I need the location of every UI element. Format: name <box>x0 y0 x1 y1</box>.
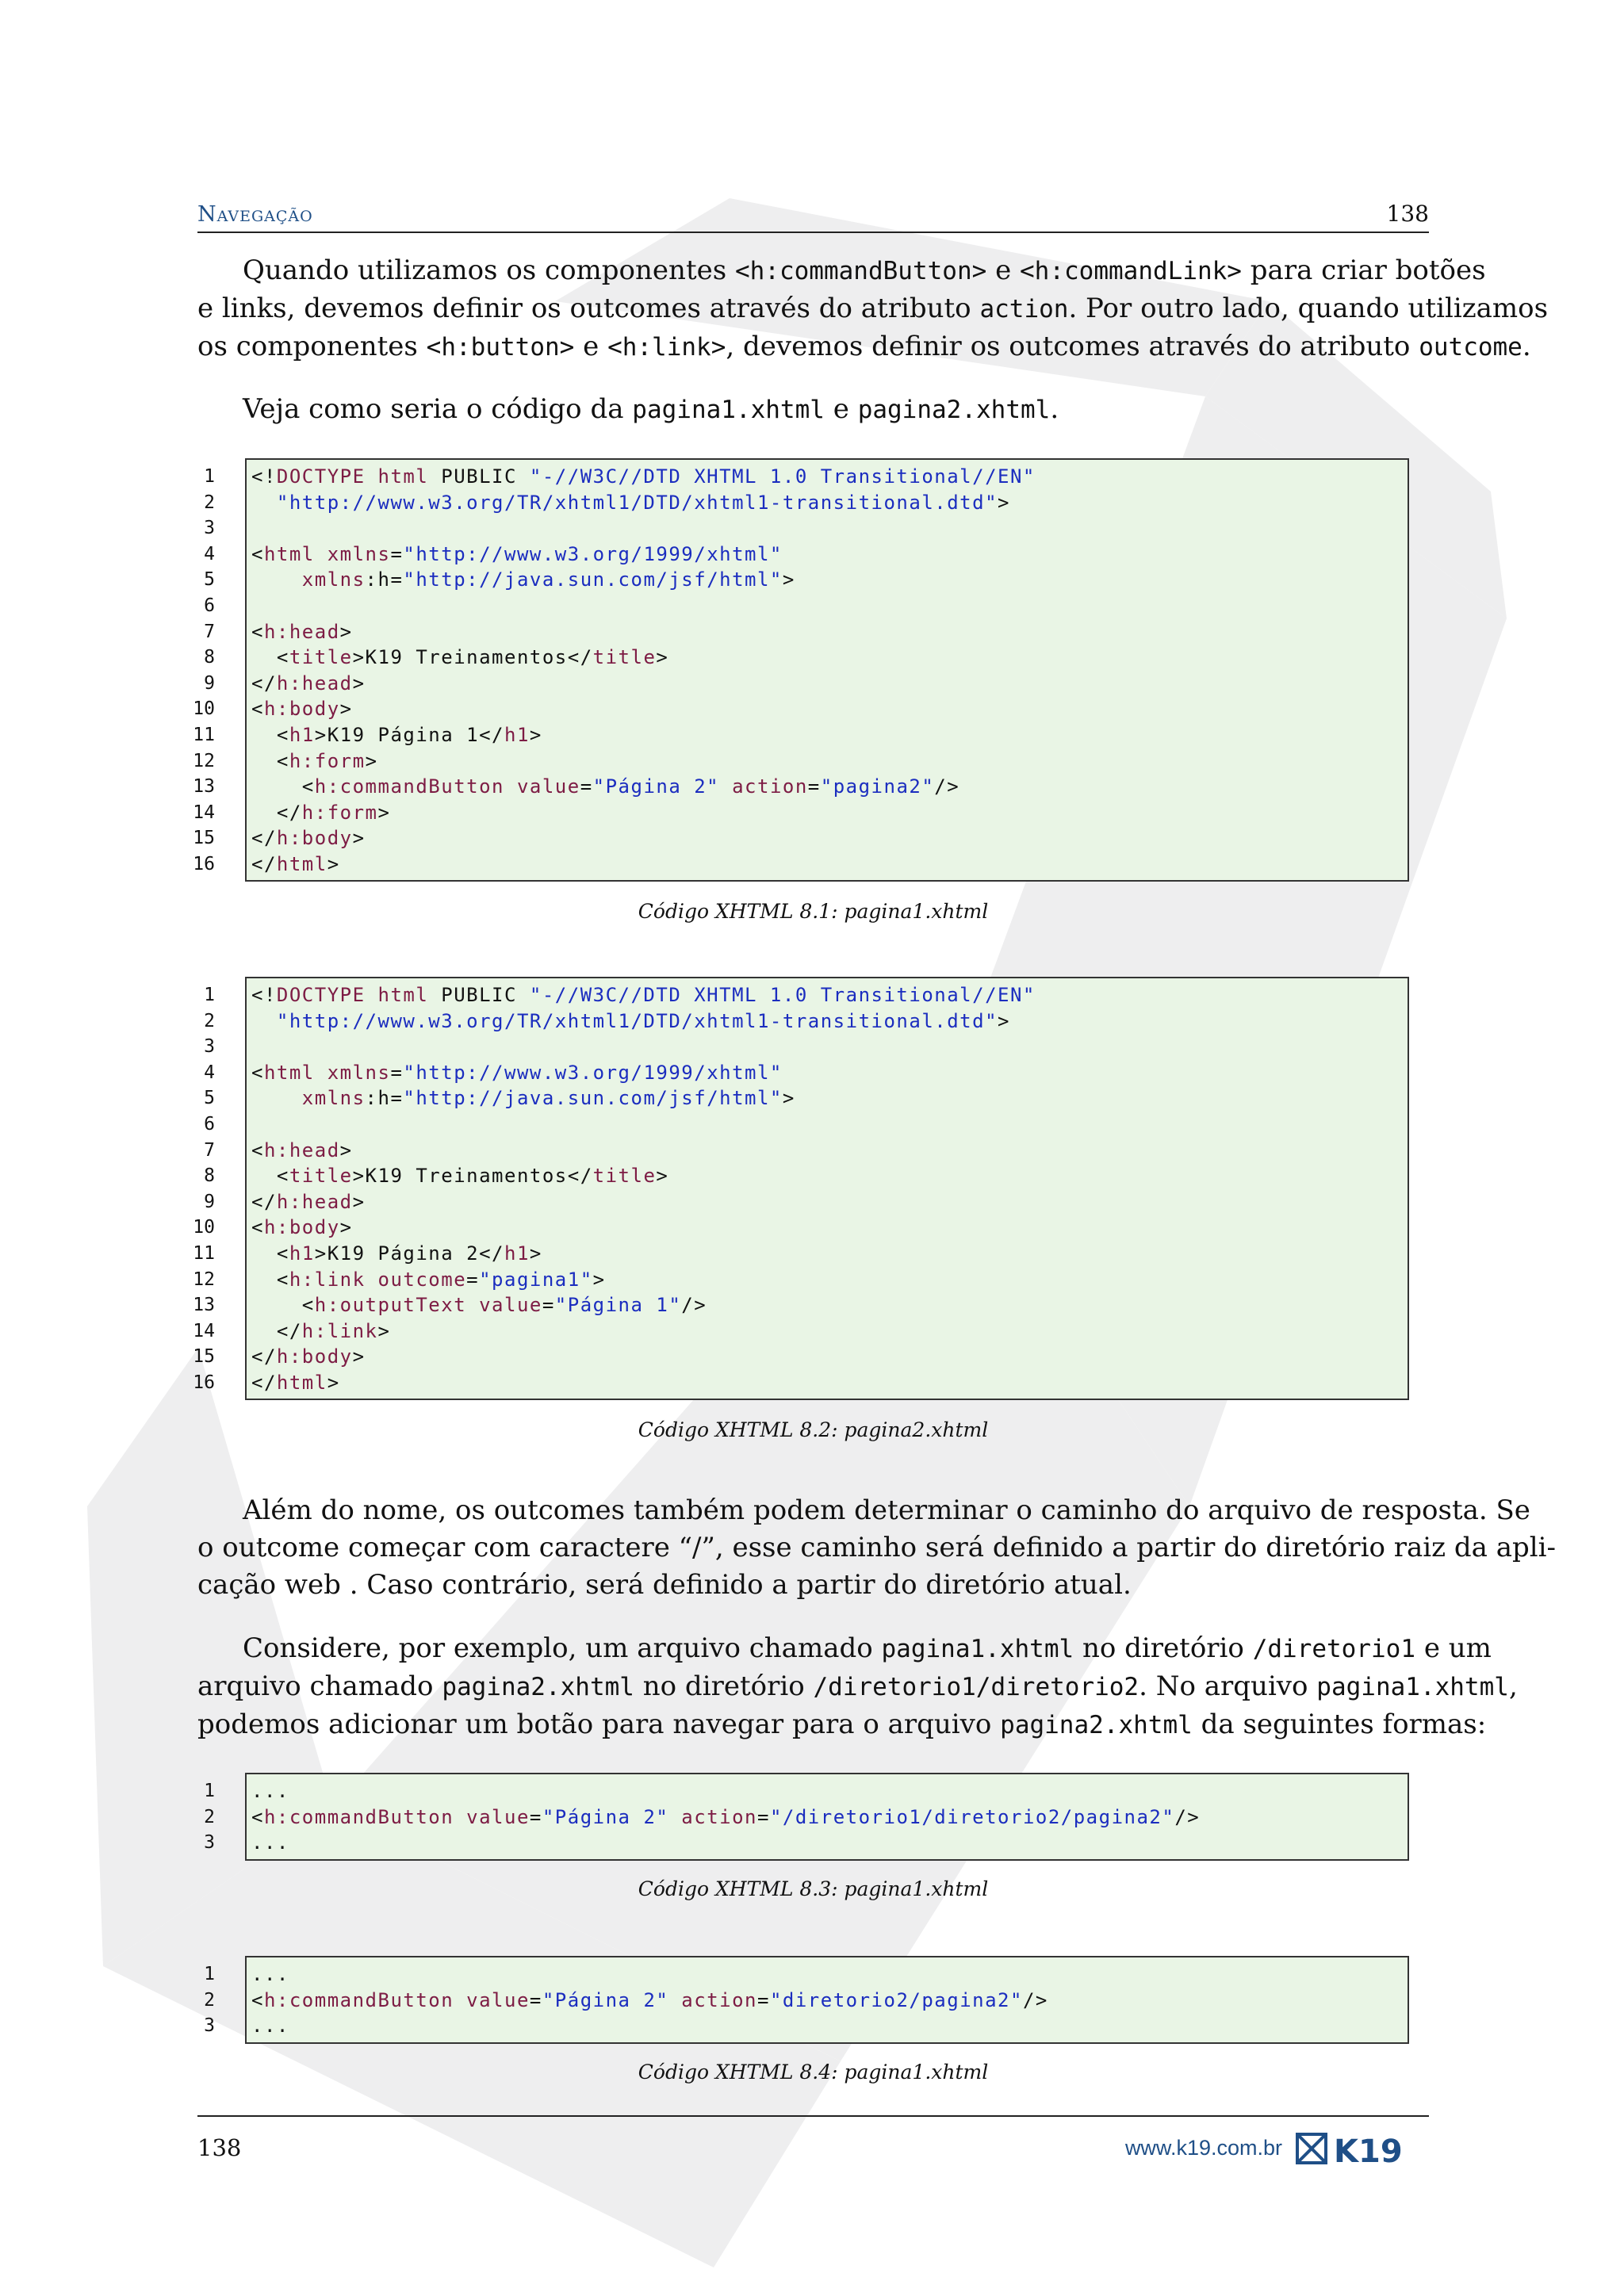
code-block-absolute-path <box>204 1773 1409 1861</box>
code-line: <h:outputText value="Página 1"/> <box>251 1294 707 1317</box>
code-line <box>247 1034 1408 1060</box>
code-inline: /diretorio1 <box>1252 1635 1416 1663</box>
line-numbers: 1 2 3 4 5 6 7 8 9 10 11 12 13 14 15 16 <box>193 466 215 874</box>
code-inline: pagina1.xhtml <box>1316 1673 1509 1701</box>
code-inline: <h:button> <box>426 333 575 362</box>
code-line <box>247 593 1408 619</box>
svg-text:K19: K19 <box>1334 2133 1403 2168</box>
code-inline: outcome <box>1419 333 1522 362</box>
code-line: <!DOCTYPE html PUBLIC "-//W3C//DTD XHTML 1.0 Transitional//EN" <box>251 465 1036 488</box>
code-inline: action <box>979 295 1069 323</box>
code-inline: pagina1.xhtml <box>881 1635 1074 1663</box>
code-caption: Código XHTML 8.3: pagina1.xhtml <box>638 1877 989 1900</box>
page-footer <box>197 2115 1429 2168</box>
code-block-relative-path <box>204 1956 1409 2044</box>
code-lines <box>247 1774 1408 1856</box>
code-line <box>247 1112 1408 1138</box>
code-line: <h:body> <box>251 1216 353 1239</box>
code-line: <h:commandButton value="Página 2" action="/diretorio1/diretorio2/pagina2"/> <box>251 1805 1201 1828</box>
paragraph-outcome-paths: Além do nome, os outcomes também podem determinar o caminho do arquivo de resposta. Se o outcome começar com caractere “/”, esse caminho será definido a partir do diretório raiz da apli- cação web . Caso contrário, será definido a partir do diretório atual. <box>197 1494 1556 1601</box>
code-inline: pagina2.xhtml <box>1000 1711 1193 1739</box>
code-line: <title>K19 Treinamentos</title> <box>251 1165 669 1188</box>
code-line: <html xmlns="http://www.w3.org/1999/xhtml" <box>251 1061 783 1084</box>
line-numbers: 1 2 3 4 5 6 7 8 9 10 11 12 13 14 15 16 <box>193 985 215 1393</box>
header-page-number: 138 <box>1386 201 1429 227</box>
paragraph-code-intro: Veja como seria o código da pagina1.xhtml e pagina2.xhtml. <box>243 393 1059 425</box>
code-inline: <h:commandLink> <box>1020 257 1242 285</box>
section-title: Navegação <box>197 202 313 227</box>
code-line: ... <box>251 1831 289 1854</box>
code-lines <box>247 1957 1408 2039</box>
code-line: </html> <box>251 1371 340 1394</box>
footer-page-number: 138 <box>197 2134 242 2161</box>
code-line <box>247 515 1408 541</box>
code-line: <!DOCTYPE html PUBLIC "-//W3C//DTD XHTML 1.0 Transitional//EN" <box>251 984 1036 1006</box>
code-block-pagina2 <box>193 977 1409 1400</box>
code-caption: Código XHTML 8.4: pagina1.xhtml <box>638 2061 989 2084</box>
code-line: </h:form> <box>251 801 391 824</box>
code-line: <title>K19 Treinamentos</title> <box>251 646 669 669</box>
code-line: <h:link outcome="pagina1"> <box>251 1268 606 1291</box>
code-line: </html> <box>251 852 340 875</box>
website-link[interactable]: www.k19.com.br <box>1124 2136 1282 2160</box>
code-line: "http://www.w3.org/TR/xhtml1/DTD/xhtml1-transitional.dtd"> <box>276 1009 1010 1032</box>
code-caption: Código XHTML 8.2: pagina2.xhtml <box>638 1418 989 1441</box>
paragraph-example: Considere, por exemplo, um arquivo chamado pagina1.xhtml no diretório /diretorio1 e um arquivo chamado pagina2.xhtml no diretório /diretorio1/diretorio2. No arquivo pagina1.xhtml, podemos adicionar um botão para navegar para o arquivo pagina2.xhtml da seguintes formas: <box>197 1632 1518 1740</box>
code-inline: pagina2.xhtml <box>442 1673 634 1701</box>
code-line: <h:commandButton value="Página 2" action="diretorio2/pagina2"/> <box>251 1988 1048 2011</box>
code-line: <h:head> <box>251 620 353 643</box>
code-block-pagina1 <box>193 458 1409 882</box>
code-line: <h:commandButton value="Página 2" action="pagina2"/> <box>251 775 960 798</box>
code-line: <h:head> <box>251 1138 353 1161</box>
code-line: </h:body> <box>251 827 366 850</box>
code-caption: Código XHTML 8.1: pagina1.xhtml <box>638 900 989 923</box>
code-line: </h:body> <box>251 1345 366 1368</box>
code-line: xmlns:h="http://java.sun.com/jsf/html"> <box>301 568 795 591</box>
code-line: </h:link> <box>251 1319 391 1342</box>
code-line: </h:head> <box>251 1190 366 1213</box>
line-numbers: 1 2 3 <box>204 1964 215 2037</box>
code-line: </h:head> <box>251 672 366 695</box>
code-line: <h:form> <box>251 749 378 772</box>
code-lines <box>247 460 1408 878</box>
code-line: <h1>K19 Página 1</h1> <box>251 723 542 746</box>
code-line: "http://www.w3.org/TR/xhtml1/DTD/xhtml1-transitional.dtd"> <box>276 491 1010 514</box>
code-line: ... <box>251 1780 289 1802</box>
code-line: <html xmlns="http://www.w3.org/1999/xhtml" <box>251 542 783 565</box>
k19-logo <box>1294 2130 1429 2168</box>
code-line: <h1>K19 Página 2</h1> <box>251 1242 542 1265</box>
code-line: ... <box>251 2015 289 2038</box>
code-lines <box>247 978 1408 1396</box>
code-inline: pagina1.xhtml <box>632 396 825 424</box>
code-inline: /diretorio1/diretorio2 <box>813 1673 1139 1701</box>
running-header <box>197 197 1429 233</box>
code-line: xmlns:h="http://java.sun.com/jsf/html"> <box>301 1087 795 1110</box>
code-inline: pagina2.xhtml <box>857 396 1051 424</box>
code-inline: <h:commandButton> <box>734 257 987 285</box>
paragraph-outcomes-intro: Quando utilizamos os componentes <h:commandButton> e <h:commandLink> para criar botões e links, devemos definir os outcomes através do atributo action. Por outro lado, quando utilizamos os componentes <h:button> e <h:link>, devemos definir os outcomes através do atributo outcome. <box>197 254 1549 362</box>
code-inline: <h:link> <box>607 333 726 362</box>
code-line: <h:body> <box>251 698 353 721</box>
line-numbers: 1 2 3 <box>204 1781 215 1854</box>
code-line: ... <box>251 1963 289 1985</box>
